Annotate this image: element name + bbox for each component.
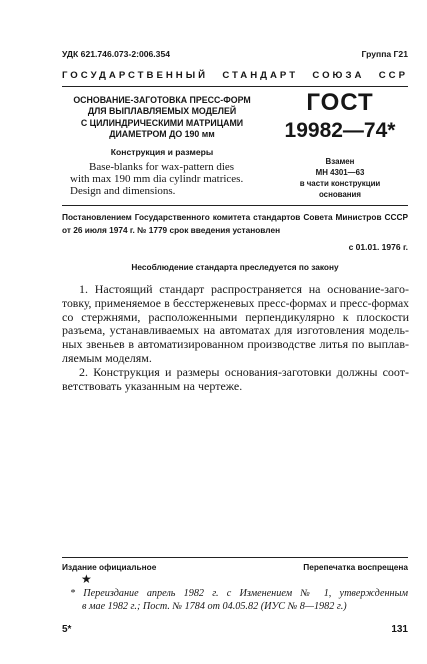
title-line: ДЛЯ ВЫПЛАВЛЯЕМЫХ МОДЕЛЕЙ <box>87 106 237 117</box>
decree-line: Постановлением Государственного комитета стандартов Совета Министров СССР <box>62 212 408 222</box>
title-line: С ЦИЛИНДРИЧЕСКИМИ МАТРИЦАМИ <box>80 117 244 128</box>
footer-rule <box>62 557 408 558</box>
replaces-line: МН 4301—63 <box>315 168 365 177</box>
page-number: 131 <box>391 624 408 635</box>
edition-label: Издание официальное <box>62 562 157 572</box>
paragraph-line: товку, применяемое в бесстерженевых пресс-формах и пресс-формах <box>62 296 409 310</box>
english-title-line: with max 190 mm dia cylindr matrices. <box>70 172 244 185</box>
standard-banner: ГОСУДАРСТВЕННЫЙ СТАНДАРТ СОЮЗА ССР <box>62 70 408 81</box>
paragraph-line: ных звеньев в автоматизированном производстве литья по выплав- <box>62 337 409 352</box>
english-title-block <box>70 162 270 197</box>
footnote-line: * Переиздание апрель 1982 г. с Изменением № 1, утвержденным <box>70 588 408 599</box>
footnote-line: в мае 1982 г.; Пост. № 1784 от 04.05.82 (ИУС № 8—1982 г.) <box>82 601 347 612</box>
gost-number: 19982—74* <box>284 119 396 142</box>
paragraph-line: разъема, устанавливаемых на автоматах для изготовления модель- <box>62 323 409 338</box>
effective-date: с 01.01. 1976 г. <box>348 242 408 252</box>
title-line: ОСНОВАНИЕ-ЗАГОТОВКА ПРЕСС-ФОРМ <box>73 95 251 105</box>
udk-code: УДК 621.746.073-2:006.354 <box>62 49 171 59</box>
reprint-label: Перепечатка воспрещена <box>303 562 408 572</box>
paragraph-line: ветствовать указанным на чертеже. <box>62 378 243 393</box>
paragraph-line: 1. Настоящий стандарт распространяется на основание-заго- <box>79 282 409 296</box>
subtitle: Конструкция и размеры <box>110 146 214 157</box>
english-title-line: Base-blanks for wax-pattern dies <box>89 161 235 173</box>
paragraph-line: 2. Конструкция и размеры основания-заготовки должны соот- <box>79 364 409 379</box>
gost-label: ГОСТ <box>306 89 374 116</box>
english-title-line: Design and dimensions. <box>70 184 176 197</box>
sheet-mark: 5* <box>62 624 72 635</box>
replaces-line: в части конструкции <box>299 179 381 188</box>
title-block <box>62 95 262 158</box>
replaces-line: основания <box>318 190 362 199</box>
paragraph-line: ляемым моделям. <box>62 350 152 365</box>
replaces-line: Взамен <box>325 157 355 166</box>
body-text <box>62 283 409 393</box>
header-rule <box>62 86 408 87</box>
gost-block <box>272 90 408 200</box>
legal-warning: Несоблюдение стандарта преследуется по закону <box>131 262 339 272</box>
title-line: ДИАМЕТРОМ ДО 190 мм <box>109 129 215 140</box>
decree-line: от 26 июля 1974 г. № 1779 срок введения установлен <box>62 225 281 235</box>
star-icon: ★ <box>81 572 92 586</box>
decree-rule <box>62 205 408 206</box>
paragraph-line: со стержнями, расположенными перпендикулярно к плоскости <box>62 309 409 324</box>
group-code: Группа Г21 <box>361 49 408 59</box>
